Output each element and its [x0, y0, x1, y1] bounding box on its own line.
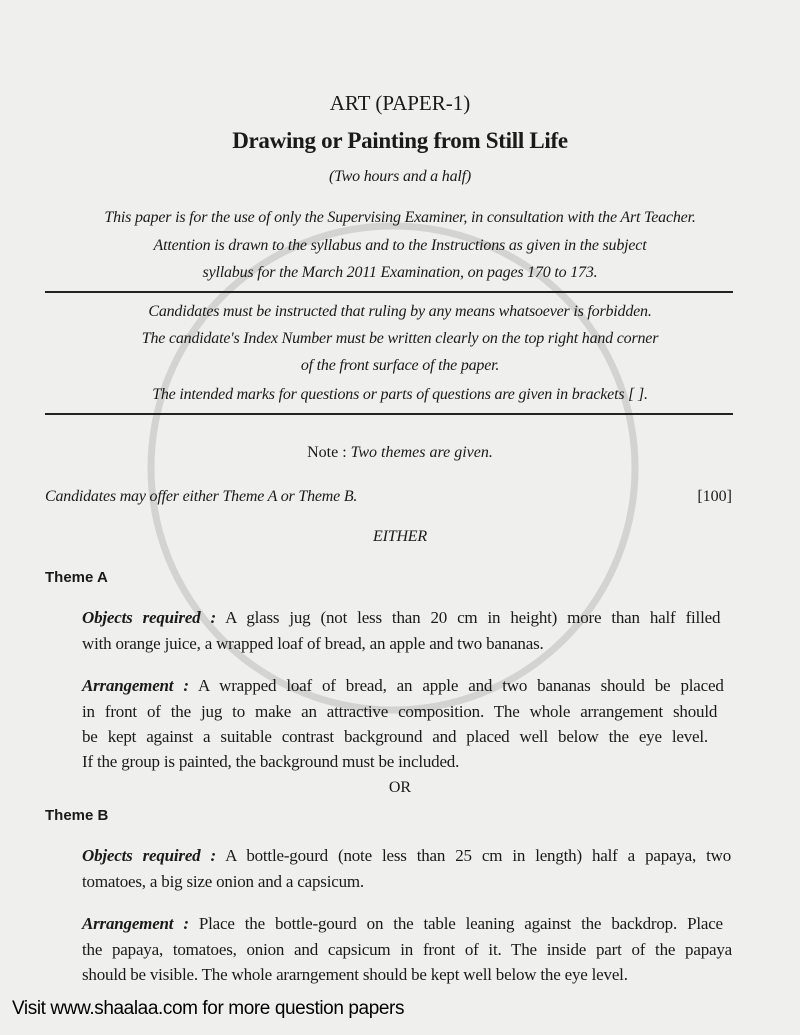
instruction-line: Candidates must be instructed that ruling by any means whatsoever is forbidden. — [148, 303, 652, 320]
intro-line: syllabus for the March 2011 Examination, on pages 170 to 173. — [202, 264, 598, 281]
note-label: Note : — [307, 444, 351, 461]
either-label: EITHER — [373, 528, 427, 545]
objects-label: Objects required : — [82, 608, 216, 627]
offer-text: Candidates may offer either Theme A or Theme B. — [45, 488, 358, 505]
theme-b-objects-line — [82, 846, 731, 866]
or-label: OR — [388, 779, 412, 796]
paper-title: ART (PAPER-1) — [329, 91, 471, 115]
theme-b-objects-line: tomatoes, a big size onion and a capsicum. — [82, 872, 364, 891]
arrangement-text: A wrapped loaf of bread, an apple and two bananas should be placed — [197, 676, 724, 695]
paper-duration: (Two hours and a half) — [329, 168, 471, 185]
divider — [45, 413, 733, 415]
arrangement-label: Arrangement : — [82, 676, 189, 695]
footer-link[interactable]: Visit www.shaalaa.com for more question papers — [12, 998, 405, 1019]
instruction-line: The candidate's Index Number must be written clearly on the top right hand corner — [141, 330, 659, 347]
theme-b-arrangement-line — [82, 914, 723, 934]
objects-text: A glass jug (not less than 20 cm in height) more than half filled — [225, 608, 721, 627]
divider — [45, 291, 733, 293]
theme-a-arrangement-line — [82, 676, 724, 696]
theme-a-objects-line: with orange juice, a wrapped loaf of bread, an apple and two bananas. — [82, 634, 544, 653]
arrangement-label: Arrangement : — [82, 914, 189, 933]
total-marks: [100] — [697, 488, 732, 505]
theme-a-arrangement-line: in front of the jug to make an attractive composition. The whole arrangement should — [82, 702, 718, 721]
paper-subtitle: Drawing or Painting from Still Life — [232, 128, 568, 153]
note-text: Two themes are given. — [350, 444, 493, 461]
instruction-line: of the front surface of the paper. — [300, 357, 500, 374]
theme-b-arrangement-line: should be visible. The whole ararngement should be kept well below the eye level. — [82, 965, 628, 984]
theme-a-arrangement-line: be kept against a suitable contrast background and placed well below the eye level. — [82, 727, 708, 746]
theme-b-arrangement-line: the papaya, tomatoes, onion and capsicum in front of it. The inside part of the papaya — [82, 940, 732, 959]
intro-line: Attention is drawn to the syllabus and to the Instructions as given in the subject — [153, 237, 647, 254]
objects-label: Objects required : — [82, 846, 216, 865]
theme-a-heading: Theme A — [45, 569, 108, 586]
instruction-line: The intended marks for questions or parts of questions are given in brackets [ ]. — [152, 386, 648, 403]
theme-b-heading: Theme B — [45, 807, 109, 824]
note — [0, 443, 800, 463]
objects-text: A bottle-gourd (note less than 25 cm in length) half a papaya, two — [225, 846, 732, 865]
theme-a-arrangement-line: If the group is painted, the background must be included. — [82, 752, 460, 771]
intro-line: This paper is for the use of only the Supervising Examiner, in consultation with the Art Teacher. — [104, 209, 696, 226]
arrangement-text: Place the bottle-gourd on the table leaning against the backdrop. Place — [198, 914, 723, 933]
theme-a-objects-line — [82, 608, 720, 628]
